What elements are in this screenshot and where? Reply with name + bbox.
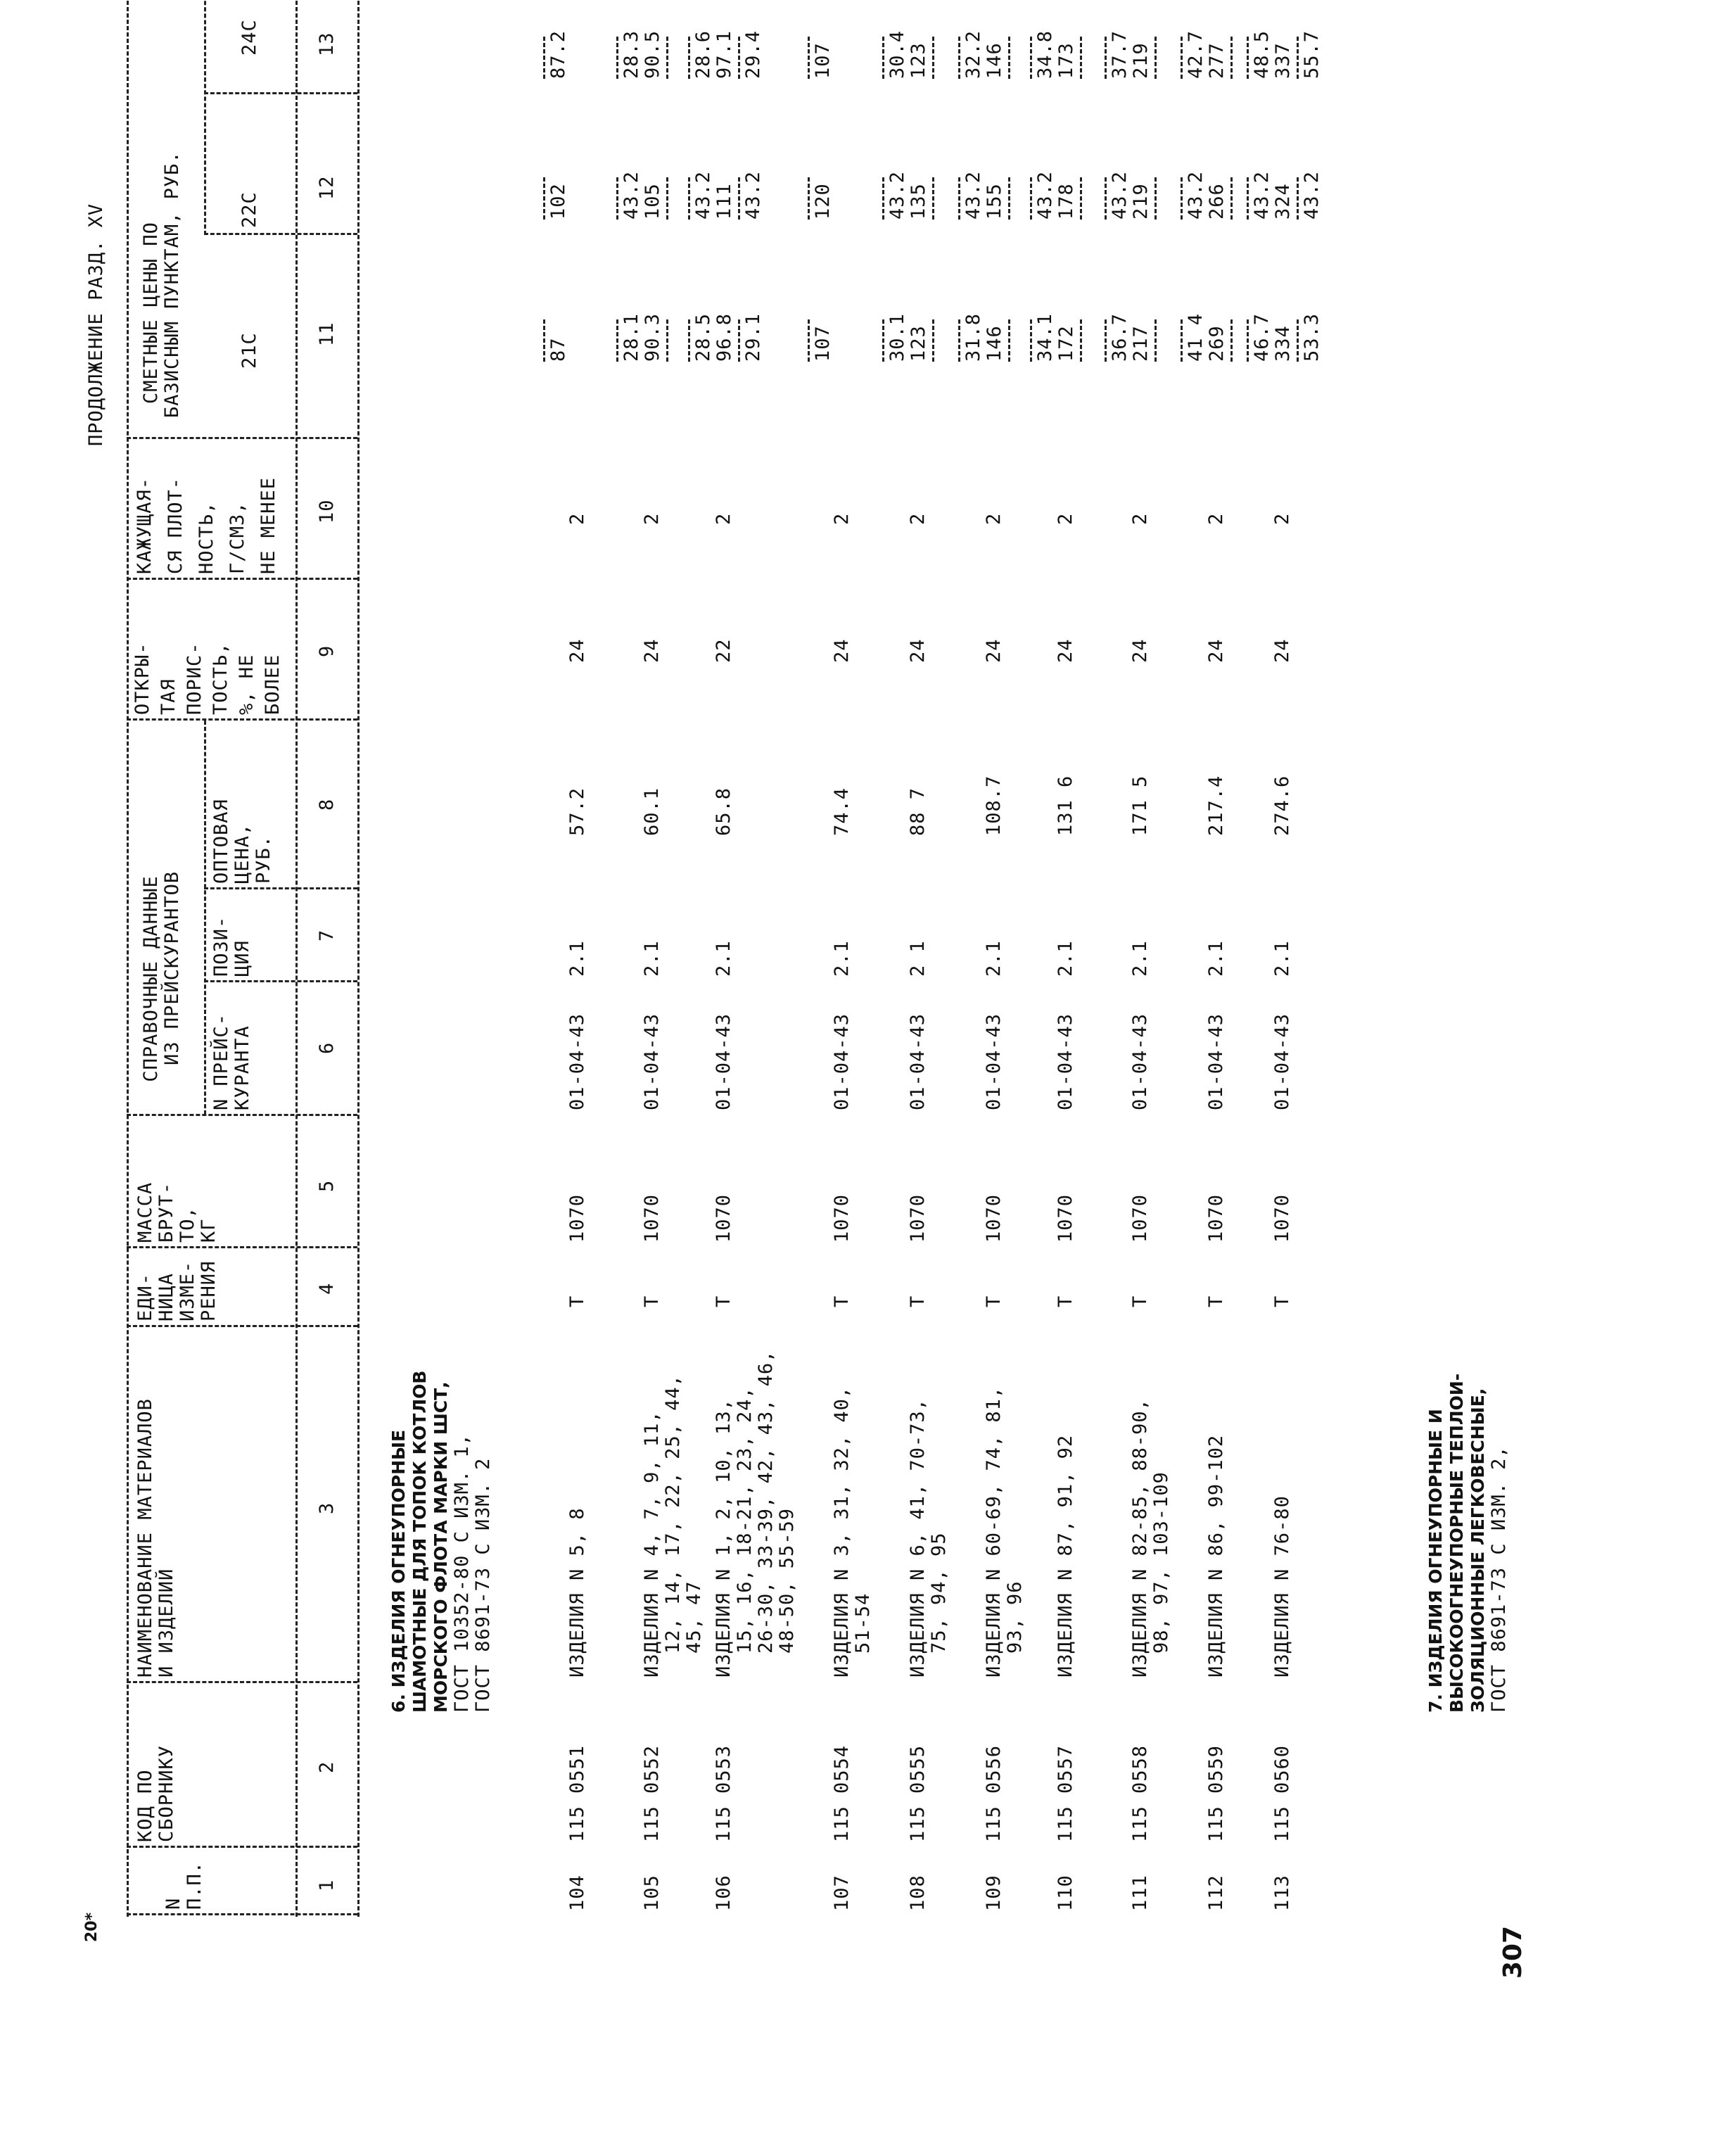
price-24c <box>1178 8 1235 79</box>
row-name-line: ИЗДЕЛИЯ N 60-69, 74, 81, <box>983 1385 1005 1678</box>
row-unit: Т <box>566 1295 588 1307</box>
price-22c <box>1027 149 1085 220</box>
row-density: 2 <box>1129 512 1151 525</box>
row-pricelist: 01-04-43 <box>1055 1013 1076 1110</box>
row-pricelist: 01-04-43 <box>907 1013 929 1110</box>
row-wholesale-price: 60.1 <box>641 787 663 836</box>
row-mass: 1070 <box>713 1193 734 1243</box>
row-name <box>984 1386 1026 1678</box>
price-22c <box>955 149 1013 220</box>
price-24c-value: 29.4 <box>742 30 764 79</box>
colnum-1: 1 <box>316 1879 338 1891</box>
row-name-line: 26-30, 33-39, 42, 43, 46, <box>755 1350 777 1654</box>
row-unit: Т <box>1129 1295 1151 1307</box>
col-sep <box>204 887 357 889</box>
row-code: 115 0558 <box>1129 1744 1151 1842</box>
price-21c-value: 31.8 <box>962 312 984 362</box>
header-group-reference: СПРАВОЧНЫЕ ДАННЫЕ ИЗ ПРЕЙСКУРАНТОВ <box>140 870 183 1082</box>
colnum-8: 8 <box>316 798 338 811</box>
row-porosity: 24 <box>1055 638 1076 663</box>
price-22c-value: 43.2 <box>621 170 642 220</box>
price-24c-value: 277 <box>1206 42 1228 79</box>
price-22c <box>1178 149 1235 220</box>
colnum-9: 9 <box>316 645 338 657</box>
row-code: 115 0554 <box>831 1744 853 1842</box>
row-density: 2 <box>831 512 853 525</box>
price-24c-value: 32.2 <box>962 30 984 79</box>
header-col7: ПОЗИ- ЦИЯ <box>210 915 253 977</box>
row-mass: 1070 <box>566 1193 588 1243</box>
row-number: 107 <box>831 1875 853 1911</box>
price-21c <box>1244 291 1323 362</box>
row-wholesale-price: 217.4 <box>1205 775 1227 836</box>
price-21c-value: 28.1 <box>621 312 642 362</box>
row-porosity: 24 <box>566 638 588 663</box>
row-unit: Т <box>907 1295 929 1307</box>
price-22c-value: 43.2 <box>962 170 984 220</box>
price-21c <box>1027 291 1085 362</box>
price-21c-value: 30.1 <box>886 312 908 362</box>
price-21c-value: 269 <box>1206 325 1228 362</box>
price-24c <box>805 8 834 79</box>
price-21c-value: 53.3 <box>1301 312 1323 362</box>
row-wholesale-price: 74.4 <box>831 787 853 836</box>
row-unit: Т <box>713 1295 734 1307</box>
row-wholesale-price: 65.8 <box>713 787 734 836</box>
row-position: 2.1 <box>1271 940 1293 977</box>
price-22c <box>1244 149 1323 220</box>
row-unit: Т <box>831 1295 853 1307</box>
colnum-7: 7 <box>316 929 338 941</box>
price-22c-value: 266 <box>1206 183 1228 220</box>
price-22c <box>879 149 937 220</box>
header-col4: ЕДИ- НИЦА ИЗМЕ- РЕНИЯ <box>134 1260 220 1321</box>
row-name <box>832 1386 874 1678</box>
row-code: 115 0552 <box>641 1744 663 1842</box>
group-rule-prices <box>204 0 206 235</box>
row-name-line: 15, 16, 18-21, 23, 24, <box>734 1386 756 1654</box>
price-24c <box>1244 8 1323 79</box>
row-name <box>908 1398 950 1678</box>
row-code: 115 0556 <box>983 1744 1005 1842</box>
row-unit: Т <box>1055 1295 1076 1307</box>
price-24c <box>1027 8 1085 79</box>
price-21c <box>540 291 569 362</box>
price-24c-value: 97.1 <box>713 30 735 79</box>
colnum-11: 11 <box>316 322 338 346</box>
colnum-13: 13 <box>316 32 338 56</box>
price-24c <box>955 8 1013 79</box>
row-number: 106 <box>713 1875 734 1911</box>
col-sep <box>127 1246 357 1248</box>
price-22c-value: 43.2 <box>1109 170 1131 220</box>
colnum-12: 12 <box>316 175 338 200</box>
price-22c-value: 178 <box>1055 183 1077 220</box>
price-24c-value: 34.8 <box>1034 30 1056 79</box>
continuation-heading: ПРОДОЛЖЕНИЕ РАЗД. XV <box>85 203 107 446</box>
row-wholesale-price: 88 7 <box>907 787 929 836</box>
price-21c <box>613 291 671 362</box>
price-21c-value: 28.5 <box>692 312 714 362</box>
row-porosity: 22 <box>713 638 734 663</box>
row-number: 112 <box>1205 1875 1227 1911</box>
row-mass: 1070 <box>831 1193 853 1243</box>
header-group-prices: СМЕТНЫЕ ЦЕНЫ ПО БАЗИСНЫМ ПУНКТАМ, РУБ. <box>140 151 183 418</box>
price-24c-value: 123 <box>908 42 929 79</box>
row-pricelist: 01-04-43 <box>983 1013 1005 1110</box>
row-position: 2.1 <box>1055 940 1076 977</box>
price-21c <box>805 291 834 362</box>
price-22c-value: 219 <box>1130 183 1152 220</box>
price-24c-value: 173 <box>1055 42 1077 79</box>
price-24c-value: 55.7 <box>1301 30 1323 79</box>
row-name <box>567 1507 588 1678</box>
price-22c-value: 102 <box>547 183 569 220</box>
row-number: 110 <box>1055 1875 1076 1911</box>
row-code: 115 0557 <box>1055 1744 1076 1842</box>
price-21c <box>955 291 1013 362</box>
row-position: 2 1 <box>907 940 929 977</box>
section-heading: 7. ИЗДЕЛИЯ ОГНЕУПОРНЫЕ И ВЫСОКООГНЕУПОРНЫЕ ТЕПЛОИ- ЗОЛЯЦИОННЫЕ ЛЕГКОВЕСНЫЕ, ГОСТ 8691-73 С ИЗМ. 2, <box>1425 1373 1510 1713</box>
row-name-line: ИЗДЕЛИЯ N 82-85, 88-90, <box>1129 1398 1151 1678</box>
row-name <box>713 1350 798 1678</box>
row-density: 2 <box>713 512 734 525</box>
price-21c <box>1178 291 1235 362</box>
price-21c-value: 46.7 <box>1251 312 1273 362</box>
price-22c-value: 324 <box>1272 183 1294 220</box>
row-porosity: 24 <box>1271 638 1293 663</box>
row-pricelist: 01-04-43 <box>1129 1013 1151 1110</box>
row-code: 115 0559 <box>1205 1744 1227 1842</box>
row-wholesale-price: 274.6 <box>1271 775 1293 836</box>
colnum-6: 6 <box>316 1041 338 1054</box>
row-name <box>1206 1435 1227 1678</box>
table-rule-top <box>127 0 129 1917</box>
row-code: 115 0553 <box>713 1744 734 1842</box>
header-col11: 21С <box>238 332 260 369</box>
header-col13: 24С <box>238 19 260 56</box>
row-mass: 1070 <box>1055 1193 1076 1243</box>
price-21c-value: 90.3 <box>642 312 663 362</box>
row-name-line: ИЗДЕЛИЯ N 3, 31, 32, 40, <box>831 1385 853 1678</box>
row-density: 2 <box>1055 512 1076 525</box>
row-mass: 1070 <box>983 1193 1005 1243</box>
price-24c <box>879 8 937 79</box>
row-name-line: ИЗДЕЛИЯ N 4, 7, 9, 11, <box>641 1410 663 1678</box>
price-22c-value: 111 <box>713 183 735 220</box>
row-mass: 1070 <box>641 1193 663 1243</box>
col-sep <box>204 92 357 94</box>
row-porosity: 24 <box>1205 638 1227 663</box>
row-number: 111 <box>1129 1875 1151 1911</box>
row-wholesale-price: 108.7 <box>983 775 1005 836</box>
row-position: 2.1 <box>1129 940 1151 977</box>
row-name-line: 93, 96 <box>1004 1580 1026 1654</box>
row-name-line: 12, 14, 17, 22, 25, 44, <box>662 1374 684 1654</box>
row-pricelist: 01-04-43 <box>831 1013 853 1110</box>
col-sep <box>127 1913 357 1915</box>
price-24c <box>1102 8 1159 79</box>
price-22c-value: 43.2 <box>1034 170 1056 220</box>
row-pricelist: 01-04-43 <box>1271 1013 1293 1110</box>
row-porosity: 24 <box>1129 638 1151 663</box>
page-number: 307 <box>1499 1925 1527 1979</box>
price-22c-value: 135 <box>908 183 929 220</box>
price-22c-value: 120 <box>812 183 834 220</box>
row-name <box>642 1374 705 1678</box>
table-rule-header-bottom <box>295 0 298 1917</box>
row-mass: 1070 <box>1205 1193 1227 1243</box>
row-name <box>1130 1398 1172 1678</box>
header-col8: ОПТОВАЯ ЦЕНА, РУБ. <box>210 799 274 884</box>
row-density: 2 <box>566 512 588 525</box>
price-21c-value: 87 <box>547 337 569 362</box>
price-22c <box>805 149 834 220</box>
price-24c-value: 42.7 <box>1185 30 1207 79</box>
header-col3: НАИМЕНОВАНИЕ МАТЕРИАЛОВ И ИЗДЕЛИЙ <box>134 1398 177 1678</box>
row-name-line: ИЗДЕЛИЯ N 76-80 <box>1271 1495 1293 1678</box>
price-21c-value: 29.1 <box>742 312 764 362</box>
group-rule-reference <box>204 721 206 1115</box>
row-density: 2 <box>983 512 1005 525</box>
col-sep <box>127 1846 357 1848</box>
col-sep <box>204 980 357 982</box>
price-24c-value: 90.5 <box>642 30 663 79</box>
row-name-line: 48-50, 55-59 <box>776 1507 798 1654</box>
row-number: 108 <box>907 1875 929 1911</box>
price-22c <box>685 149 764 220</box>
row-name-line: 98, 97, 103-109 <box>1150 1471 1172 1654</box>
price-24c-value: 30.4 <box>886 30 908 79</box>
price-22c-value: 43.2 <box>742 170 764 220</box>
row-unit: Т <box>983 1295 1005 1307</box>
price-22c-value: 43.2 <box>1301 170 1323 220</box>
price-24c-value: 37.7 <box>1109 30 1131 79</box>
row-name-line: 75, 94, 95 <box>928 1532 950 1654</box>
row-position: 2.1 <box>831 940 853 977</box>
row-position: 2.1 <box>713 940 734 977</box>
price-21c-value: 146 <box>984 325 1005 362</box>
row-number: 109 <box>983 1875 1005 1911</box>
price-21c-value: 172 <box>1055 325 1077 362</box>
row-density: 2 <box>641 512 663 525</box>
row-porosity: 24 <box>641 638 663 663</box>
row-name-line: ИЗДЕЛИЯ N 5, 8 <box>566 1507 588 1678</box>
row-pricelist: 01-04-43 <box>1205 1013 1227 1110</box>
row-unit: Т <box>1271 1295 1293 1307</box>
price-22c <box>613 149 671 220</box>
row-wholesale-price: 131 6 <box>1055 775 1076 836</box>
row-name-line: 45, 47 <box>683 1580 705 1654</box>
price-21c-value: 96.8 <box>713 312 735 362</box>
row-name <box>1272 1495 1293 1678</box>
col-sep <box>127 718 357 721</box>
row-name-line: ИЗДЕЛИЯ N 1, 2, 10, 13, <box>713 1398 734 1678</box>
row-name-line: ИЗДЕЛИЯ N 6, 41, 70-73, <box>907 1398 929 1678</box>
row-mass: 1070 <box>1129 1193 1151 1243</box>
price-24c-value: 48.5 <box>1251 30 1273 79</box>
price-24c-value: 146 <box>984 42 1005 79</box>
colnum-5: 5 <box>316 1179 338 1192</box>
price-24c-value: 28.6 <box>692 30 714 79</box>
col-sep <box>127 1681 357 1683</box>
row-name <box>1055 1435 1076 1678</box>
price-22c-value: 43.2 <box>1185 170 1207 220</box>
price-22c-value: 43.2 <box>692 170 714 220</box>
header-col2: КОД ПО СБОРНИКУ <box>134 1744 177 1842</box>
price-21c-value: 123 <box>908 325 929 362</box>
price-24c-value: 219 <box>1130 42 1152 79</box>
price-22c-value: 43.2 <box>886 170 908 220</box>
price-22c-value: 105 <box>642 183 663 220</box>
price-24c <box>540 8 569 79</box>
price-24c <box>613 8 671 79</box>
row-number: 113 <box>1271 1875 1293 1911</box>
row-unit: Т <box>1205 1295 1227 1307</box>
price-22c <box>540 149 569 220</box>
section-heading: 6. ИЗДЕЛИЯ ОГНЕУПОРНЫЕ ШАМОТНЫЕ ДЛЯ ТОПОК КОТЛОВ МОРСКОГО ФЛОТА МАРКИ ШСТ, ГОСТ 10352-80 С ИЗМ. 1, ГОСТ 8691-73 С ИЗМ. 2 <box>388 1370 494 1713</box>
price-22c <box>1102 149 1159 220</box>
colnum-3: 3 <box>316 1502 338 1514</box>
row-position: 2.1 <box>566 940 588 977</box>
price-21c-value: 107 <box>812 325 834 362</box>
price-24c-value: 28.3 <box>621 30 642 79</box>
header-col12: 22С <box>238 191 260 228</box>
row-name-line: 51-54 <box>852 1592 874 1654</box>
row-number: 104 <box>566 1875 588 1911</box>
row-code: 115 0555 <box>907 1744 929 1842</box>
row-density: 2 <box>907 512 929 525</box>
price-21c-value: 36.7 <box>1109 312 1131 362</box>
row-mass: 1070 <box>907 1193 929 1243</box>
row-code: 115 0551 <box>566 1744 588 1842</box>
row-name-line: ИЗДЕЛИЯ N 87, 91, 92 <box>1055 1434 1076 1678</box>
header-col6: N ПРЕЙС- КУРАНТА <box>210 1013 253 1110</box>
header-col1: N П.П. <box>163 1860 205 1910</box>
row-position: 2.1 <box>641 940 663 977</box>
price-21c-value: 334 <box>1272 325 1294 362</box>
price-21c <box>685 291 764 362</box>
col-sep <box>127 578 357 580</box>
corner-mark: 20* <box>83 1912 101 1942</box>
colnum-10: 10 <box>316 499 338 524</box>
col-sep <box>127 437 357 439</box>
header-col5: МАССА БРУТ- ТО, КГ <box>134 1181 220 1243</box>
header-col9: ОТКРЫ- ТАЯ ПОРИС- ТОСТЬ, %, НЕ БОЛЕЕ <box>132 642 284 715</box>
row-density: 2 <box>1205 512 1227 525</box>
price-24c-value: 87.2 <box>547 30 569 79</box>
row-position: 2.1 <box>1205 940 1227 977</box>
row-density: 2 <box>1271 512 1293 525</box>
row-mass: 1070 <box>1271 1193 1293 1243</box>
row-porosity: 24 <box>983 638 1005 663</box>
price-21c-value: 217 <box>1130 325 1152 362</box>
colnum-2: 2 <box>316 1761 338 1773</box>
col-sep <box>127 1114 357 1116</box>
row-number: 105 <box>641 1875 663 1911</box>
col-sep <box>127 1325 357 1327</box>
price-24c-value: 107 <box>812 42 834 79</box>
price-22c-value: 43.2 <box>1251 170 1273 220</box>
row-name-line: ИЗДЕЛИЯ N 86, 99-102 <box>1205 1434 1227 1678</box>
row-porosity: 24 <box>831 638 853 663</box>
row-wholesale-price: 57.2 <box>566 787 588 836</box>
row-unit: Т <box>641 1295 663 1307</box>
row-pricelist: 01-04-43 <box>713 1013 734 1110</box>
price-22c-value: 155 <box>984 183 1005 220</box>
col-sep <box>204 233 357 235</box>
row-position: 2.1 <box>983 940 1005 977</box>
table-rule-numbers-bottom <box>357 0 360 1917</box>
price-21c <box>1102 291 1159 362</box>
row-pricelist: 01-04-43 <box>566 1013 588 1110</box>
colnum-4: 4 <box>316 1282 338 1295</box>
row-code: 115 0560 <box>1271 1744 1293 1842</box>
header-col10: КАЖУЩАЯ- СЯ ПЛОТ- НОСТЬ, Г/СМ3, НЕ МЕНЕЕ <box>134 476 279 574</box>
row-wholesale-price: 171 5 <box>1129 775 1151 836</box>
price-24c <box>685 8 764 79</box>
price-21c-value: 41 4 <box>1185 312 1207 362</box>
price-21c-value: 34.1 <box>1034 312 1056 362</box>
row-pricelist: 01-04-43 <box>641 1013 663 1110</box>
price-24c-value: 337 <box>1272 42 1294 79</box>
price-21c <box>879 291 937 362</box>
row-porosity: 24 <box>907 638 929 663</box>
